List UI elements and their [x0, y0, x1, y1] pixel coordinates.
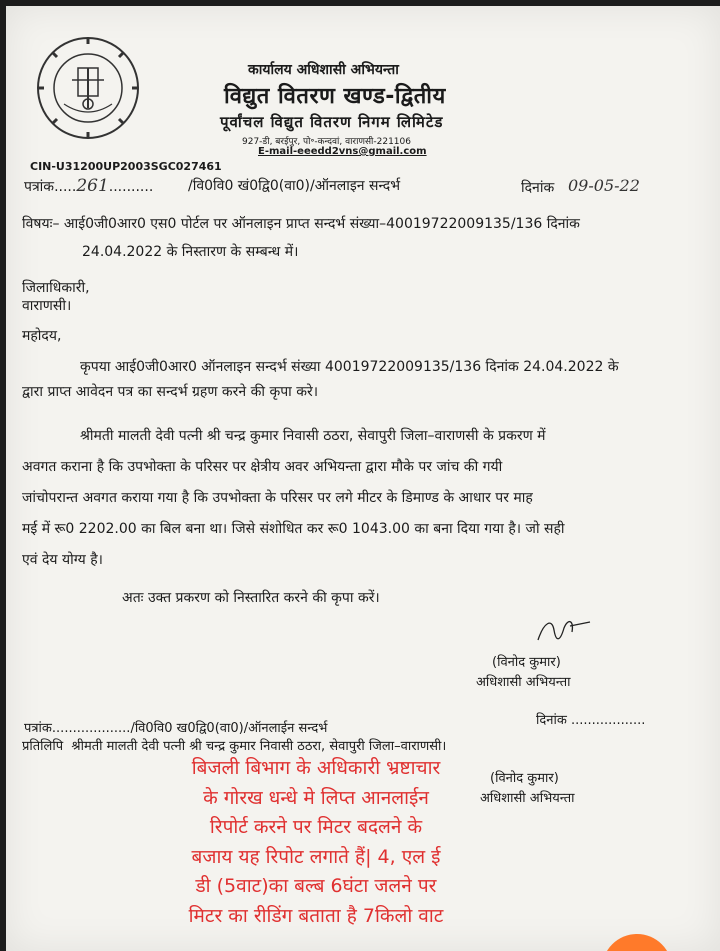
- overlay-caption: [156, 754, 476, 931]
- salutation: महोदय,: [22, 328, 62, 344]
- overlay-line-5: डी (5वाट)का बल्ब 6घंटा जलने पर: [195, 875, 437, 897]
- para2-line-1: श्रीमती मालती देवी पत्नी श्री चन्द्र कुमार निवासी ठठरा, सेवापुरी जिला–वाराणसी के प्रकरण में: [80, 428, 546, 444]
- copy-patrank-label: पत्रांक: [24, 721, 52, 736]
- patrank-label: पत्रांक: [24, 179, 55, 195]
- para1-line-1: कृपया आई0जी0आर0 ऑनलाइन सन्दर्भ संख्या 40019722009135/136 दिनांक 24.04.2022 के: [80, 359, 619, 375]
- subject-line-1: विषयः– आई0जी0आर0 एस0 पोर्टल पर ऑनलाइन प्राप्त सन्दर्भ संख्या–40019722009135/136 दिनांक: [22, 216, 580, 232]
- overlay-line-1: बिजली बिभाग के अधिकारी भ्रष्टाचार: [191, 757, 441, 779]
- copy-signatory-title: अधिशासी अभियन्ता: [480, 791, 575, 806]
- dinank-value: 09-05-22: [568, 176, 640, 195]
- decorative-orange-circle: [602, 934, 672, 951]
- para2-line-5: एवं देय योग्य है।: [22, 552, 103, 568]
- overlay-line-6: मिटर का रीडिंग बताता है 7किलो वाट: [188, 904, 444, 927]
- department-title: विद्युत वितरण खण्ड-द्वितीय: [224, 84, 446, 109]
- para2-line-4: मई में रू0 2202.00 का बिल बना था। जिसे संशोधित कर रू0 1043.00 का बना दिया गया है। जो सही: [22, 521, 565, 537]
- signatory-name: (विनोद कुमार): [492, 655, 561, 670]
- para2-line-3: जांचोपरान्त अवगत कराया गया है कि उपभोक्ता के परिसर पर लगे मीटर के डिमाण्ड के आधार पर माह: [22, 490, 533, 506]
- patrank-suffix: /वि0वि0 खं0द्वि0(वा0)/ऑनलाइन सन्दर्भ: [188, 178, 401, 194]
- dinank-label: दिनांक: [521, 180, 555, 196]
- reference-line: पत्रांक.....261..........: [24, 176, 154, 196]
- copy-dinank-label: दिनांक: [536, 713, 567, 728]
- patrank-number: 261: [76, 176, 109, 196]
- cin-number: CIN-U31200UP2003SGC027461: [30, 160, 222, 173]
- addressee-line-2: वाराणसी।: [22, 298, 72, 314]
- pratilipi-label: प्रतिलिपि: [22, 739, 64, 754]
- para2-line-2: अवगत कराना है कि उपभोक्ता के परिसर पर क्षेत्रीय अवर अभियन्ता द्वारा मौके पर जांच की गयी: [22, 459, 503, 475]
- subject-line-2: 24.04.2022 के निस्तारण के सम्बन्ध में।: [82, 244, 299, 260]
- overlay-line-2: के गोरख धन्धे मे लिप्त आनलाईन: [203, 786, 429, 809]
- para3: अतः उक्त प्रकरण को निस्तारित करने की कृपा करें।: [122, 590, 380, 606]
- pratilipi-text: श्रीमती मालती देवी पत्नी श्री चन्द्र कुमार निवासी ठठरा, सेवापुरी जिला–वाराणसी।: [71, 739, 447, 754]
- office-email: E-mail-eeedd2vns@gmail.com: [258, 146, 427, 157]
- copy-patrank-suffix: /वि0वि0 ख0द्वि0(वा0)/ऑनलाईन सन्दर्भ: [130, 721, 328, 736]
- para1-line-2: द्वारा प्राप्त आवेदन पत्र का सन्दर्भ ग्रहण करने की कृपा करे।: [22, 384, 319, 400]
- copy-dinank-line: [536, 710, 645, 728]
- overlay-line-4: बजाय यह रिपोट लगाते हैं| 4, एल ई: [191, 845, 441, 868]
- copy-patrank-dots: ...................: [51, 721, 131, 736]
- copy-patrank-line: [24, 718, 327, 736]
- company-name: पूर्वांचल विद्युत वितरण निगम लिमिटेड: [220, 113, 444, 131]
- signatory-title: अधिशासी अभियन्ता: [476, 675, 571, 690]
- company-seal-logo: [34, 34, 142, 142]
- copy-signatory-name: (विनोद कुमार): [490, 771, 559, 786]
- handwritten-signature: [534, 612, 594, 648]
- document-page: [6, 6, 720, 951]
- addressee-line-1: जिलाधिकारी,: [22, 280, 90, 296]
- pratilipi-line: [22, 736, 446, 754]
- overlay-line-3: रिपोर्ट करने पर मिटर बदलने के: [209, 816, 423, 838]
- office-address: 927-डी, बरईपुर, पो॰-कन्दवां, वाराणसी-221106: [242, 137, 411, 147]
- office-title: कार्यालय अधिशासी अभियन्ता: [248, 62, 399, 78]
- copy-dinank-dots: ..................: [570, 713, 646, 728]
